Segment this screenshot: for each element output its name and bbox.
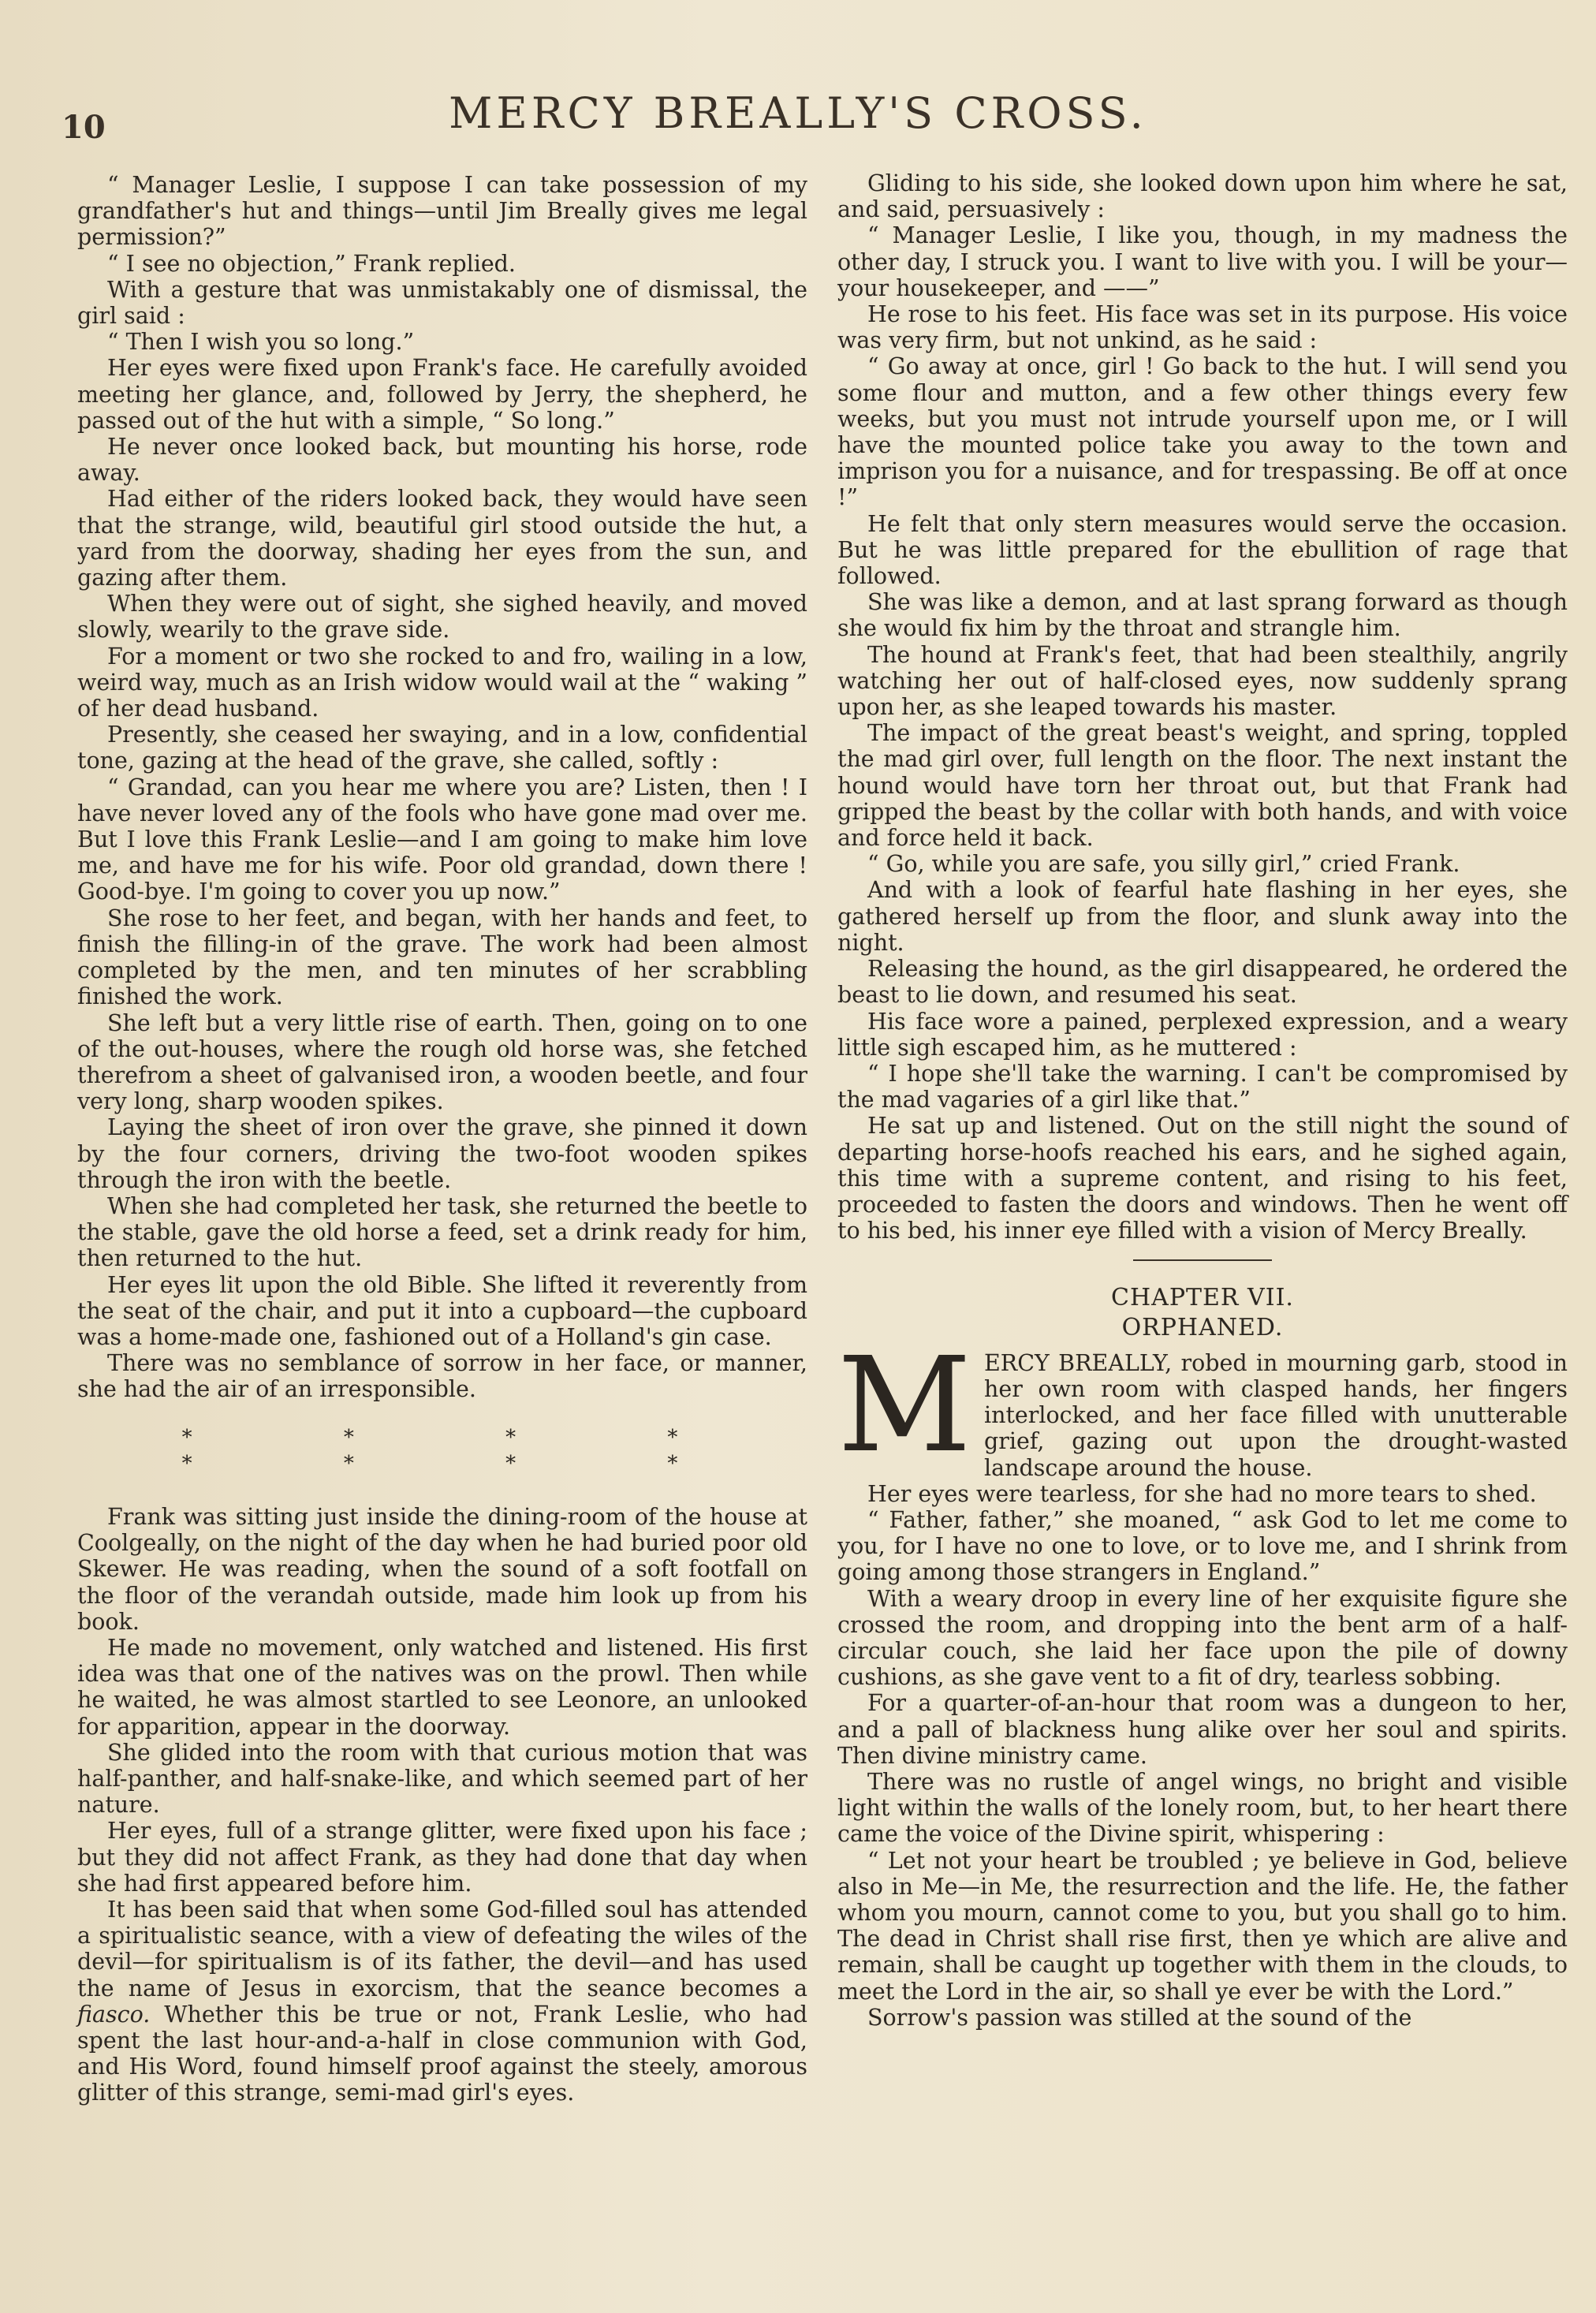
paragraph: He made no movement, only watched and listened. His first idea was that one of the natives was on the prowl. Then while he waited, he was almost startled to see Leonore, an unlooked for apparition, appear in the doorway.	[77, 1634, 807, 1740]
paragraph: He sat up and listened. Out on the still night the sound of departing horse-hoofs reached his ears, and he sighed again, this time with a supreme content, and rising to his feet, proceeded to fasten the doors and windows. Then he went off to his bed, his inner eye filled with a vision of Mercy Breally.	[837, 1113, 1568, 1244]
text-span: It has been said that when some God-filled soul has attended a spiritualistic seance, with a view of defeating the wiles of the devil—for spiritualism is of its father, the devil—and has used the name of Jesus in exorcism, that the seance becomes a	[77, 1897, 807, 2001]
paragraph: Her eyes, full of a strange glitter, were fixed upon his face ; but they did not affect Frank, as they had done that day when she had first appeared before him.	[77, 1818, 807, 1897]
paragraph: Her eyes were tearless, for she had no more tears to shed.	[867, 1480, 1537, 1507]
paragraph: Laying the sheet of iron over the grave, she pinned it down by the four corners, driving the two-foot wooden spikes through the iron with the beetle.	[77, 1114, 807, 1193]
paragraph: For a quarter-of-an-hour that room was a dungeon to her, and a pall of blackness hung alike over her soul and spirits. Then divine ministry came.	[837, 1690, 1568, 1769]
running-title: MERCY BREALLY'S CROSS.	[449, 88, 1147, 138]
paragraph-with-italic	[77, 1897, 807, 2106]
paragraph: “ I hope she'll take the warning. I can't be compromised by the mad vagaries of a girl like that.”	[837, 1060, 1568, 1114]
paragraph: “ Manager Leslie, I like you, though, in my madness the other day, I struck you. I want to live with you. I will be your—your housekeeper, and ——”	[837, 222, 1568, 301]
italic-word: fiasco.	[77, 2001, 151, 2028]
paragraph: With a gesture that was unmistakably one of dismissal, the girl said :	[77, 276, 807, 330]
paragraph: He felt that only stern measures would serve the occasion. But he was little prepared for the ebullition of rage that followed.	[837, 510, 1568, 590]
paragraph: His face wore a pained, perplexed expression, and a weary little sigh escaped him, as he muttered :	[837, 1008, 1568, 1061]
paragraph: With a weary droop in every line of her exquisite figure she crossed the room, and dropping into the bent arm of a half-circular couch, she laid her face upon the pile of downy cushions, as she gave vent to a fit of dry, tearless sobbing.	[837, 1585, 1568, 1691]
paragraph: “ Go away at once, girl ! Go back to the hut. I will send you some flour and mutton, and a few other things every few weeks, but you must not intrude yourself upon me, or I will have the mounted police take you away to the town and imprison you for a nuisance, and for trespassing. Be off at once !”	[837, 353, 1568, 511]
paragraph: Frank was sitting just inside the dining-room of the house at Coolgeally, on the night of the day when he had buried poor old Skewer. He was reading, when the sound of a soft footfall on the floor of the verandah outside, made him look up from his book.	[77, 1503, 807, 1635]
section-divider	[1133, 1259, 1272, 1261]
paragraph: She left but a very little rise of earth. Then, going on to one of the out-houses, where the rough old horse was, she fetched therefrom a sheet of galvanised iron, a wooden beetle, and four very long, sharp wooden spikes.	[77, 1009, 807, 1115]
paragraph: She was like a demon, and at last sprang forward as though she would fix him by the throat and strangle him.	[837, 589, 1568, 642]
paragraph: Her eyes were fixed upon Frank's face. He carefully avoided meeting her glance, and, followed by Jerry, the shepherd, he passed out of the hut with a simple, “ So long.”	[77, 355, 807, 434]
paragraph: Presently, she ceased her swaying, and in a low, confidential tone, gazing at the head of the grave, she called, softly :	[77, 722, 807, 774]
paragraph: Releasing the hound, as the girl disappeared, he ordered the beast to lie down, and resumed his seat.	[837, 956, 1568, 1009]
paragraph: He rose to his feet. His face was set in its purpose. His voice was very firm, but not unkind, as he said :	[837, 301, 1568, 354]
paragraph: When she had completed her task, she returned the beetle to the stable, gave the old horse a feed, set a drink ready for him, then returned to the hut.	[77, 1192, 808, 1272]
section-break: * * * * * * * *	[181, 1425, 751, 1475]
chapter-number: CHAPTER VII.	[1111, 1284, 1294, 1312]
paragraph: Her eyes lit upon the old Bible. She lifted it reverently from the seat of the chair, and put it into a cupboard—the cupboard was a home-made one, fashioned out of a Holland's gin case.	[77, 1271, 807, 1350]
drop-cap: M	[837, 1329, 971, 1482]
paragraph: There was no semblance of sorrow in her face, or manner, she had the air of an irresponsible.	[77, 1350, 807, 1403]
paragraph: Gliding to his side, she looked down upon him where he sat, and said, persuasively :	[837, 170, 1568, 223]
chapter-opening-paragraph	[837, 1329, 1568, 1482]
text-span: Whether this be true or not, Frank Leslie, who had spent the last hour-and-a-half in close communion with God, and His Word, found himself proof against the steely, amorous glitter of this strange, semi-mad girl's eyes.	[77, 2001, 807, 2106]
paragraph: And with a look of fearful hate flashing in her eyes, she gathered herself up from the floor, and slunk away into the night.	[837, 877, 1568, 956]
paragraph: The impact of the great beast's weight, and spring, toppled the mad girl over, full length on the floor. The next instant the hound would have torn her throat out, but that Frank had gripped the beast by the collar with both hands, and with voice and force held it back.	[837, 720, 1568, 852]
paragraph: The hound at Frank's feet, that had been stealthily, angrily watching her out of half-closed eyes, now suddenly sprang upon her, as she leaped towards his master.	[837, 641, 1568, 721]
paragraph: “ Let not your heart be troubled ; ye believe in God, believe also in Me—in Me, the resurrection and the life. He, the father whom you mourn, cannot come to you, but you shall go to him. The dead in Christ shall rise first, then ye which are alive and remain, shall be caught up together with them in the clouds, to meet the Lord in the air, so shall ye ever be with the Lord.”	[837, 1847, 1568, 2005]
right-column	[837, 170, 1568, 2031]
chapter-title: ORPHANED.	[1121, 1313, 1284, 1341]
paragraph: “ Go, while you are safe, you silly girl,” cried Frank.	[867, 851, 1460, 878]
paragraph: He never once looked back, but mounting his horse, rode away.	[77, 434, 807, 487]
paragraph: When they were out of sight, she sighed heavily, and moved slowly, wearily to the grave side.	[77, 591, 807, 644]
paragraph: She rose to her feet, and began, with her hands and feet, to finish the filling-in of the grave. The work had been almost completed by the men, and ten minutes of her scrabbling finished the work.	[77, 905, 807, 1010]
paragraph: Had either of the riders looked back, they would have seen that the strange, wild, beautiful girl stood outside the hut, a yard from the doorway, shading her eyes from the sun, and gazing after them.	[77, 486, 807, 591]
paragraph: “ Grandad, can you hear me where you are? Listen, then ! I have never loved any of the fools who have gone mad over me. But I love this Frank Leslie—and I am going to make him love me, and have me for his wife. Poor old grandad, down there ! Good-bye. I'm going to cover you up now.”	[77, 774, 807, 905]
paragraph: “ I see no objection,” Frank replied.	[107, 250, 516, 277]
paragraph: “ Manager Leslie, I suppose I can take possession of my grandfather's hut and things—until Jim Breally gives me legal permission?”	[77, 172, 807, 251]
paragraph: For a moment or two she rocked to and fro, wailing in a low, weird way, much as an Irish widow would wail at the “ waking ” of her dead husband.	[77, 643, 807, 722]
left-column	[77, 172, 807, 2106]
opening-text: ERCY BREALLY, robed in mourning garb, stood in her own room with clasped hands, her fingers interlocked, and her face filled with unutterable grief, gazing out upon the drought-wasted landscape around the house.	[983, 1349, 1568, 1481]
paragraph: Sorrow's passion was stilled at the sound of the	[867, 2004, 1412, 2031]
page-number: 10	[62, 109, 106, 146]
paragraph: There was no rustle of angel wings, no bright and visible light within the walls of the lonely room, but, to her heart there came the voice of the Divine spirit, whispering :	[837, 1768, 1568, 1848]
paragraph: “ Then I wish you so long.”	[107, 329, 415, 356]
paragraph: “ Father, father,” she moaned, “ ask God to let me come to you, for I have no one to love, or to love me, and I shrink from going among those strangers in England.”	[837, 1506, 1568, 1586]
paragraph: She glided into the room with that curious motion that was half-panther, and half-snake-like, and which seemed part of her nature.	[77, 1739, 807, 1819]
